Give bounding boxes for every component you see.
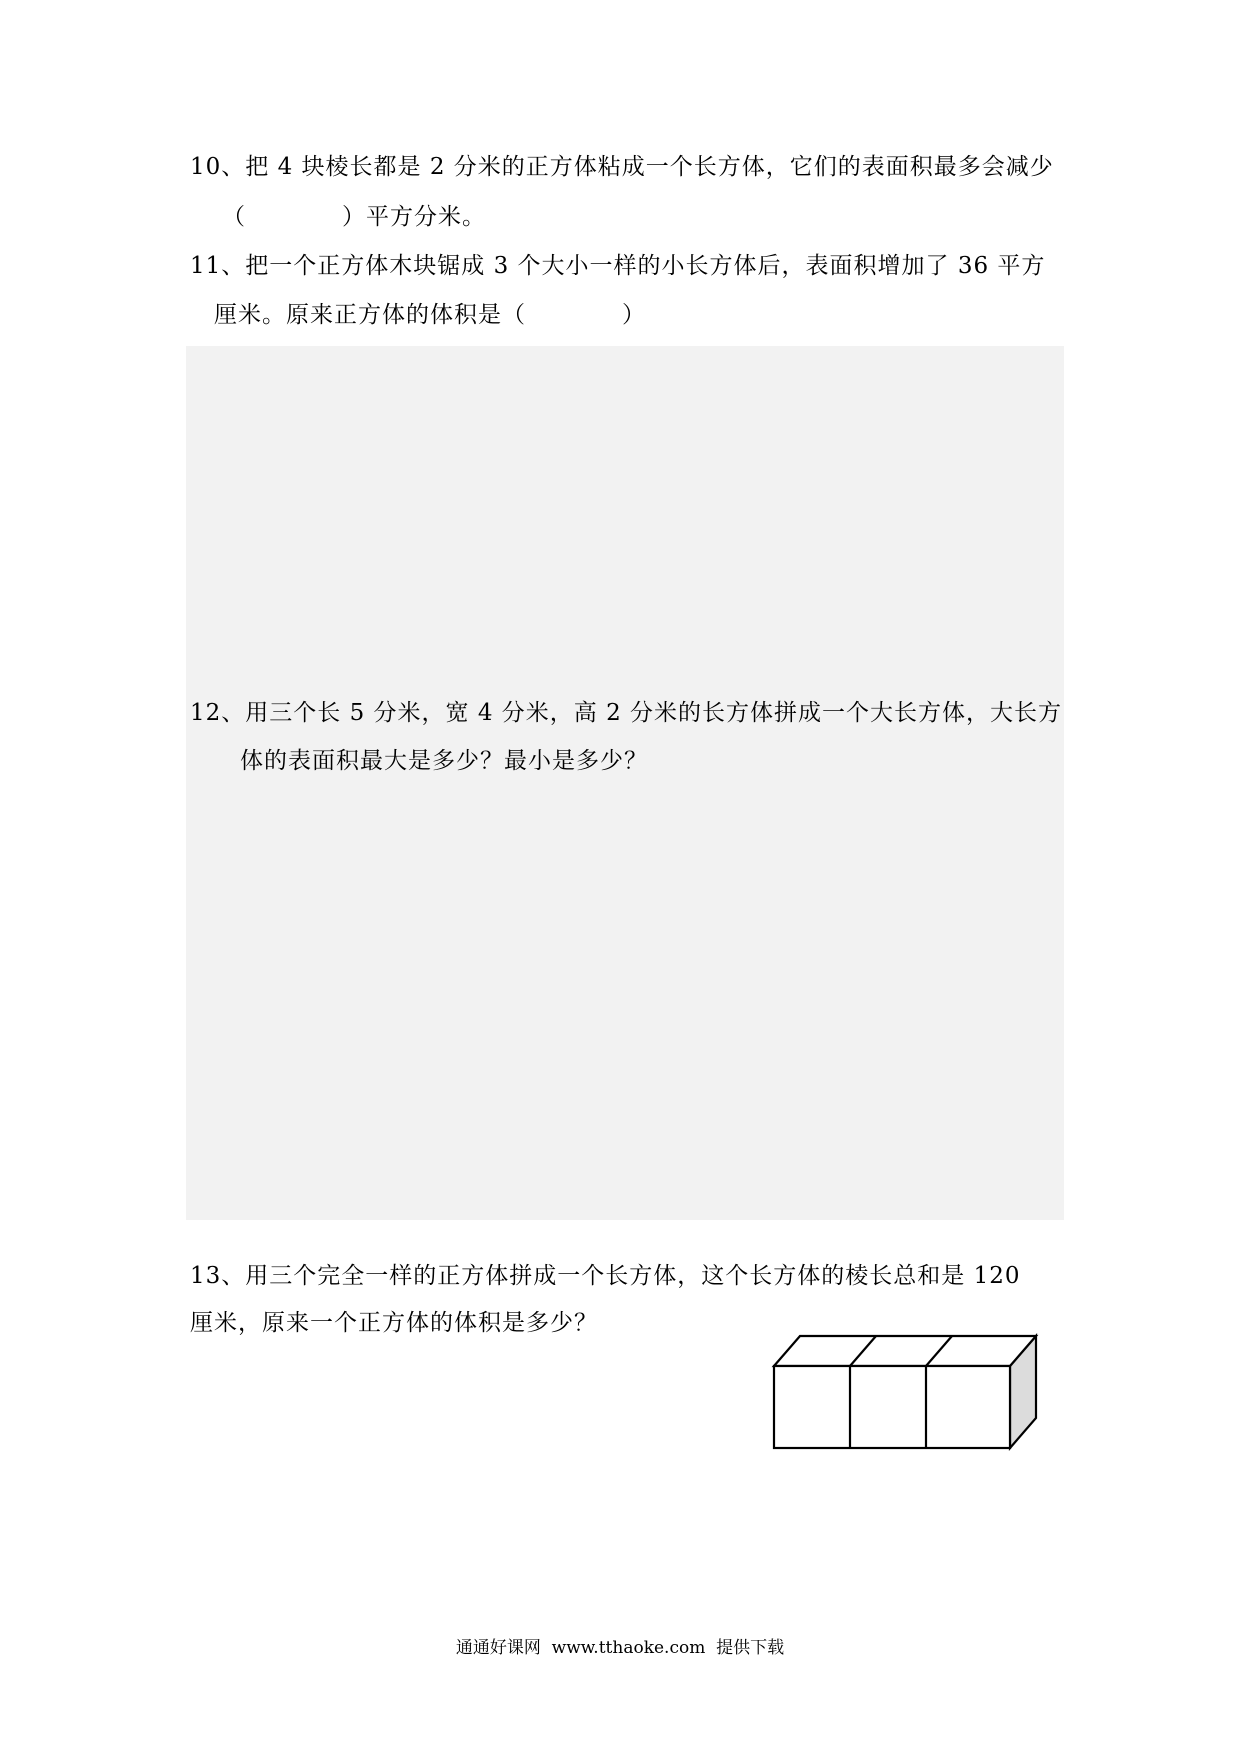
question-13-line-2: 厘米，原来一个正方体的体积是多少？: [190, 1310, 598, 1336]
question-11-line-2: 厘米。原来正方体的体积是（ ）: [214, 302, 646, 328]
cube-top-face: [774, 1336, 1036, 1366]
question-12-line-2: 体的表面积最大是多少？最小是多少？: [240, 748, 648, 774]
question-10-line-2: （ ）平方分米。: [222, 204, 486, 230]
question-11-line-1: 11、把一个正方体木块锯成 3 个大小一样的小长方体后，表面积增加了 36 平方: [190, 253, 1046, 279]
page-footer: 通通好课网 www.tthaoke.com 提供下载: [455, 1638, 785, 1658]
question-12-line-1: 12、用三个长 5 分米，宽 4 分米，高 2 分米的长方体拼成一个大长方体，大长方: [190, 700, 1063, 726]
question-10-line-1: 10、把 4 块棱长都是 2 分米的正方体粘成一个长方体，它们的表面积最多会减少: [190, 154, 1054, 180]
three-cubes-row-icon: [770, 1330, 1050, 1460]
cube-front-face: [774, 1366, 1010, 1448]
question-13-line-1: 13、用三个完全一样的正方体拼成一个长方体，这个长方体的棱长总和是 120: [190, 1263, 1021, 1289]
answer-area: [186, 346, 1064, 1220]
